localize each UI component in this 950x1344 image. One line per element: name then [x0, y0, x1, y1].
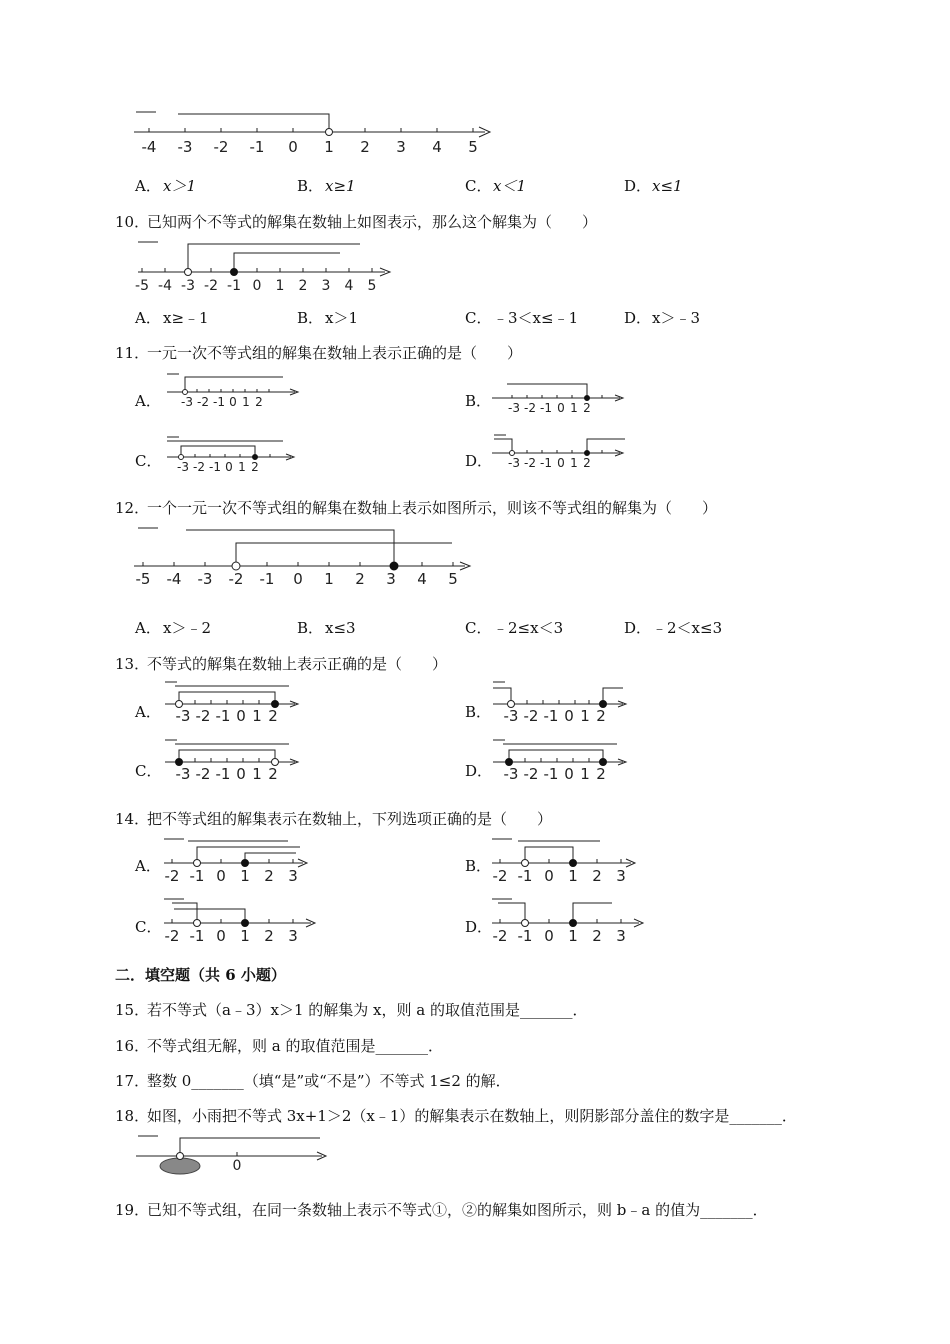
q12-number-line	[130, 524, 480, 594]
q14-c-tick: 1	[240, 927, 250, 945]
q13-option-c-letter: C．	[135, 762, 162, 780]
q14-d-tick: -2	[492, 927, 508, 945]
q11-d-tick: -1	[540, 456, 552, 470]
q13-d-tick: -1	[543, 765, 559, 783]
q14-b-tick: 1	[568, 867, 578, 885]
q14-option-c-number-line	[160, 895, 320, 945]
q11-option-c-letter: C．	[135, 452, 162, 470]
q11-d-tick: 1	[570, 456, 578, 470]
q9-tick-label: 0	[288, 138, 298, 156]
q11-c-tick: 1	[238, 460, 246, 474]
q17-text: 整数 0_______（填“是”或“不是”）不等式 1≤2 的解．	[147, 1072, 511, 1090]
q12-tick-label: 0	[293, 570, 303, 588]
q11-c-tick: -3	[177, 460, 189, 474]
q11-c-tick: 0	[225, 460, 233, 474]
q13-c-tick: -1	[215, 765, 231, 783]
q18-solution-bracket	[180, 1138, 320, 1156]
q14-c-closed-point	[242, 920, 249, 927]
q13-d-tick: -3	[503, 765, 519, 783]
q14-a-tick: -2	[164, 867, 180, 885]
q14-a-tick: 2	[264, 867, 274, 885]
q13-a-tick: 0	[236, 707, 246, 725]
q14-option-b-letter: B．	[465, 857, 492, 875]
q14-option-a-number-line	[160, 835, 320, 885]
q13-option-b-number-line	[491, 680, 636, 728]
q14-c-bracket-lower	[174, 909, 245, 923]
q11-b-tick: 1	[570, 401, 578, 415]
q10-tick-label: 5	[367, 278, 377, 294]
q13-b-tick: 2	[596, 707, 606, 725]
q9-option-d-text: x≤1	[652, 177, 683, 195]
q12-option-a-letter: A．	[135, 619, 161, 637]
q10-tick-label: -4	[158, 278, 172, 294]
q12-option-d-letter: D．	[624, 619, 652, 637]
q19-text: 已知不等式组，在同一条数轴上表示不等式①，②的解集如图所示，则 b﹣a 的值为_______．	[147, 1201, 768, 1219]
q10-tick-label: 0	[252, 278, 262, 294]
q14-a-bracket-right	[245, 853, 296, 863]
q12-tick-label: -1	[259, 570, 275, 588]
q13-a-tick: 1	[252, 707, 262, 725]
q12-tick-label: -3	[197, 570, 213, 588]
q11-option-b-letter: B．	[465, 392, 492, 410]
q13-a-tick: -2	[195, 707, 211, 725]
q11-option-a-number-line	[165, 372, 305, 412]
q11-c-tick: -1	[209, 460, 221, 474]
q18-text: 如图，小雨把不等式 3x+1＞2（x﹣1）的解集表示在数轴上，则阴影部分盖住的数字是_______．	[147, 1107, 797, 1125]
q11-d-tick: -2	[524, 456, 536, 470]
q11-a-tick: -2	[197, 395, 209, 409]
q10-closed-point	[231, 269, 238, 276]
q10-tick-label: 4	[344, 278, 354, 294]
q14-d-open-point	[522, 920, 529, 927]
q11-a-tick: 0	[229, 395, 237, 409]
q13-b-tick: -1	[543, 707, 559, 725]
q10-tick-label: -1	[227, 278, 241, 294]
q11-c-open-point	[179, 455, 184, 460]
q14-option-a-letter: A．	[135, 857, 161, 875]
q11-b-bracket	[507, 384, 587, 398]
q9-tick-label: -4	[141, 138, 157, 156]
q13-a-tick: -1	[215, 707, 231, 725]
q14-a-bracket-left	[197, 847, 300, 863]
q14-d-tick: 3	[616, 927, 626, 945]
q10-option-d-text: x＞﹣3	[652, 309, 701, 327]
q9-option-c-letter: C．	[465, 177, 492, 195]
q11-stem: 一元一次不等式组的解集在数轴上表示正确的是（ ）	[147, 344, 523, 362]
q18-number: 18．	[115, 1107, 150, 1125]
q15-number: 15．	[115, 1001, 150, 1019]
q14-option-b-number-line	[488, 835, 648, 885]
q14-c-tick: -2	[164, 927, 180, 945]
q11-option-d-number-line	[492, 433, 632, 475]
q10-option-c-letter: C．	[465, 309, 492, 327]
q11-a-tick: -1	[213, 395, 225, 409]
q16-number: 16．	[115, 1037, 150, 1055]
q13-stem: 不等式的解集在数轴上表示正确的是（ ）	[147, 655, 448, 673]
q11-option-a-letter: A．	[135, 392, 161, 410]
q14-d-left-bracket	[498, 903, 525, 923]
q13-b-tick: -2	[523, 707, 539, 725]
q10-option-b-text: x＞1	[325, 309, 359, 327]
q11-option-c-number-line	[165, 435, 305, 477]
q14-c-bracket-upper	[172, 903, 197, 923]
q14-a-tick: 3	[288, 867, 298, 885]
q10-tick-label: 1	[275, 278, 285, 294]
q12-option-b-text: x≤3	[325, 619, 356, 637]
q11-d-tick: 0	[557, 456, 565, 470]
q14-stem: 把不等式组的解集表示在数轴上，下列选项正确的是（ ）	[147, 810, 553, 828]
q11-d-open-point	[510, 451, 515, 456]
q9-option-d-letter: D．	[624, 177, 652, 195]
q14-c-tick: -1	[189, 927, 205, 945]
q10-tick-label: -5	[135, 278, 149, 294]
q9-tick-label: 5	[468, 138, 478, 156]
q14-c-tick: 2	[264, 927, 274, 945]
q12-closed-point	[390, 562, 398, 570]
q10-option-a-text: x≥﹣1	[163, 309, 209, 327]
q14-a-tick: -1	[189, 867, 205, 885]
q12-tick-label: -5	[135, 570, 151, 588]
q12-option-c-text: ﹣2≤x＜3	[493, 619, 564, 637]
q12-option-c-letter: C．	[465, 619, 492, 637]
q14-a-open-point	[194, 860, 201, 867]
q10-option-d-letter: D．	[624, 309, 652, 327]
q14-b-closed-point	[570, 860, 577, 867]
q12-option-b-letter: B．	[297, 619, 324, 637]
q13-option-b-letter: B．	[465, 703, 492, 721]
q9-option-b-letter: B．	[297, 177, 324, 195]
q14-b-tick: -2	[492, 867, 508, 885]
q11-b-closed-point	[585, 396, 590, 401]
q9-tick-label: 1	[324, 138, 334, 156]
q12-tick-label: 2	[355, 570, 365, 588]
q10-option-b-letter: B．	[297, 309, 324, 327]
q12-option-d-text: ﹣2＜x≤3	[652, 619, 723, 637]
q13-option-a-number-line	[163, 680, 308, 728]
q9-tick-label: -3	[177, 138, 193, 156]
q13-a-tick: -3	[175, 707, 191, 725]
q11-option-d-letter: D．	[465, 452, 493, 470]
q11-c-closed-point	[253, 455, 258, 460]
q14-b-tick: -1	[517, 867, 533, 885]
q11-c-tick: -2	[193, 460, 205, 474]
q14-d-right-bracket	[573, 903, 612, 923]
q9-tick-label: -2	[213, 138, 229, 156]
q13-c-tick: 0	[236, 765, 246, 783]
q14-option-c-letter: C．	[135, 918, 162, 936]
q14-a-tick: 0	[216, 867, 226, 885]
q10-tick-label: 2	[298, 278, 308, 294]
q11-a-tick: 1	[242, 395, 250, 409]
q9-option-c-text: x＜1	[493, 177, 527, 195]
q12-tick-label: -2	[228, 570, 244, 588]
q11-b-tick: -1	[540, 401, 552, 415]
q12-tick-label: 5	[448, 570, 458, 588]
q12-tick-label: 3	[386, 570, 396, 588]
q11-d-tick: -3	[508, 456, 520, 470]
q11-a-tick: -3	[181, 395, 193, 409]
q13-d-tick: 0	[564, 765, 574, 783]
q13-d-tick: -2	[523, 765, 539, 783]
q11-b-tick: 2	[583, 401, 591, 415]
q9-tick-label: 3	[396, 138, 406, 156]
q12-stem: 一个一元一次不等式组的解集在数轴上表示如图所示，则该不等式组的解集为（ ）	[147, 499, 718, 517]
q13-option-c-number-line	[163, 738, 308, 786]
q14-c-tick: 3	[288, 927, 298, 945]
q19-number: 19．	[115, 1201, 150, 1219]
q14-d-tick: 1	[568, 927, 578, 945]
q13-c-tick: 2	[268, 765, 278, 783]
q18-number-line	[130, 1130, 340, 1180]
q13-option-a-letter: A．	[135, 703, 161, 721]
q9-number-line	[130, 106, 500, 162]
q14-d-tick: 2	[592, 927, 602, 945]
q9-tick-label: 2	[360, 138, 370, 156]
q14-d-closed-point	[570, 920, 577, 927]
q15-text: 若不等式（a﹣3）x＞1 的解集为 x，则 a 的取值范围是_______．	[147, 1001, 588, 1019]
q10-tick-label: 3	[321, 278, 331, 294]
q11-c-tick: 2	[251, 460, 259, 474]
q13-c-tick: -2	[195, 765, 211, 783]
q9-solution-bracket	[178, 114, 329, 132]
q10-option-a-letter: A．	[135, 309, 161, 327]
q10-number-line	[130, 238, 400, 296]
q11-a-tick: 2	[255, 395, 263, 409]
q14-a-closed-point	[242, 860, 249, 867]
q14-b-tick: 3	[616, 867, 626, 885]
q11-b-tick: 0	[557, 401, 565, 415]
q12-bracket-lower	[236, 543, 452, 566]
q13-option-d-letter: D．	[465, 762, 493, 780]
q11-b-tick: -2	[524, 401, 536, 415]
q11-a-bracket	[185, 377, 283, 392]
q14-d-tick: -1	[517, 927, 533, 945]
q10-tick-label: -2	[204, 278, 218, 294]
q12-tick-label: 4	[417, 570, 427, 588]
q14-b-open-point	[522, 860, 529, 867]
q11-d-left-bracket	[494, 439, 512, 453]
q9-option-a-letter: A．	[135, 177, 161, 195]
q14-option-d-letter: D．	[465, 918, 493, 936]
q13-option-d-number-line	[491, 738, 636, 786]
q9-option-a-text: x＞1	[163, 177, 197, 195]
q14-number: 14．	[115, 810, 150, 828]
q13-b-tick: 1	[580, 707, 590, 725]
q10-bracket-upper	[188, 244, 360, 272]
section-title-fill-in: 二．填空题（共 6 小题）	[115, 966, 286, 984]
q11-number: 11．	[115, 344, 150, 362]
q11-b-tick: -3	[508, 401, 520, 415]
q10-tick-label: -3	[181, 278, 195, 294]
q13-d-tick: 2	[596, 765, 606, 783]
q10-stem: 已知两个不等式的解集在数轴上如图表示，那么这个解集为（ ）	[147, 213, 598, 231]
q14-b-tick: 0	[544, 867, 554, 885]
q14-a-tick: 1	[240, 867, 250, 885]
q10-number: 10．	[115, 213, 150, 231]
q10-open-point	[185, 269, 192, 276]
q9-open-point	[326, 129, 333, 136]
q18-tick-label: 0	[232, 1158, 242, 1174]
q11-d-right-bracket	[587, 439, 625, 453]
q13-c-tick: -3	[175, 765, 191, 783]
q16-text: 不等式组无解，则 a 的取值范围是_______．	[147, 1037, 443, 1055]
q12-number: 12．	[115, 499, 150, 517]
q12-option-a-text: x＞﹣2	[163, 619, 212, 637]
q13-number: 13．	[115, 655, 150, 673]
q14-b-tick: 2	[592, 867, 602, 885]
q13-b-tick: 0	[564, 707, 574, 725]
q11-d-tick: 2	[583, 456, 591, 470]
q13-c-tick: 1	[252, 765, 262, 783]
q18-shaded-cover	[160, 1158, 200, 1174]
q13-a-tick: 2	[268, 707, 278, 725]
q11-c-bracket	[181, 446, 255, 457]
q10-bracket-lower	[234, 253, 340, 272]
q9-tick-label: -1	[249, 138, 265, 156]
q9-tick-label: 4	[432, 138, 442, 156]
q11-d-closed-point	[585, 451, 590, 456]
q12-tick-label: -4	[166, 570, 182, 588]
q10-option-c-text: ﹣3＜x≤﹣1	[493, 309, 579, 327]
q18-open-point	[177, 1153, 184, 1160]
q12-open-point	[232, 562, 240, 570]
q12-tick-label: 1	[324, 570, 334, 588]
q17-number: 17．	[115, 1072, 150, 1090]
q9-option-b-text: x≥1	[325, 177, 356, 195]
q13-d-tick: 1	[580, 765, 590, 783]
q14-option-d-number-line	[488, 895, 648, 945]
q14-c-open-point	[194, 920, 201, 927]
q14-c-tick: 0	[216, 927, 226, 945]
q11-option-b-number-line	[492, 380, 632, 416]
q14-d-tick: 0	[544, 927, 554, 945]
q13-b-tick: -3	[503, 707, 519, 725]
q11-a-open-point	[183, 390, 188, 395]
q12-bracket-upper	[186, 530, 394, 566]
